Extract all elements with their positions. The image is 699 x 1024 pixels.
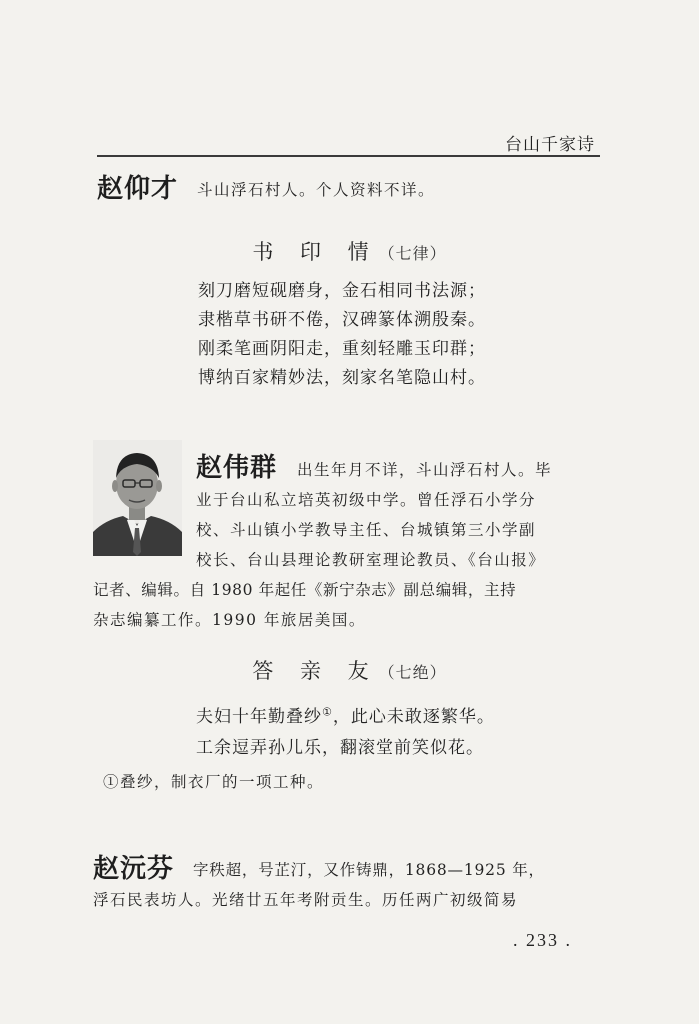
poem-line: 博纳百家精妙法，刻家名笔隐山村。 — [198, 368, 486, 388]
entry-bio-line: 校、斗山镇小学教导主任、台城镇第三小学副 — [196, 521, 537, 539]
poem-line: 隶楷草书研不倦，汉碑篆体溯殷秦。 — [198, 310, 486, 330]
entry-name-zhao-yangcai: 赵仰才 — [97, 174, 179, 204]
poem-title — [0, 655, 699, 685]
footnote: ①叠纱，制衣厂的一项工种。 — [103, 773, 325, 791]
entry-bio-line: 斗山浮石村人。个人资料不详。 — [197, 181, 436, 199]
entry-bio-line: 校长、台山县理论教研室理论教员、《台山报》 — [196, 551, 546, 569]
header-rule — [97, 155, 600, 157]
poem-title-text: 答 亲 友 — [252, 659, 379, 683]
poem-line-text: ，此心未敢逐繁华。 — [332, 707, 495, 727]
page-number: . 233 . — [513, 930, 572, 950]
entry-bio-line: 业于台山私立培英初级中学。曾任浮石小学分 — [196, 491, 537, 509]
poem-line: 刚柔笔画阴阳走，重刻轻雕玉印群； — [198, 339, 486, 359]
poem-line-text: 夫妇十年勤叠纱 — [196, 707, 322, 727]
entry-bio-line: 字秩超，号芷汀，又作铸鼎，1868—1925 年， — [193, 861, 545, 879]
poem-title — [0, 236, 699, 266]
poem-title-text: 书 印 情 — [252, 240, 379, 264]
entry-bio-line: 记者、编辑。自 1980 年起任《新宁杂志》副总编辑，主持 — [93, 581, 517, 599]
entry-bio-line: 出生年月不详，斗山浮石村人。毕 — [297, 461, 553, 479]
entry-bio-line: 浮石民表坊人。光绪廿五年考附贡生。历任两广初级简易 — [93, 891, 519, 909]
entry-name-zhao-weiqun: 赵伟群 — [196, 453, 278, 483]
entry-bio-line: 杂志编纂工作。1990 年旅居美国。 — [93, 611, 366, 629]
portrait-image — [93, 440, 182, 556]
footnote-marker: ① — [322, 705, 333, 719]
poem-form: （七绝） — [378, 663, 447, 682]
entry-name-zhao-yuanfen: 赵沅芬 — [93, 854, 175, 884]
portrait-photo — [93, 440, 182, 556]
poem-line: 工余逗弄孙儿乐，翻滚堂前笑似花。 — [196, 738, 484, 758]
poem-line — [196, 702, 495, 727]
running-header: 台山千家诗 — [505, 135, 595, 155]
poem-line: 刻刀磨短砚磨身，金石相同书法源； — [198, 281, 486, 301]
poem-form: （七律） — [378, 244, 447, 263]
